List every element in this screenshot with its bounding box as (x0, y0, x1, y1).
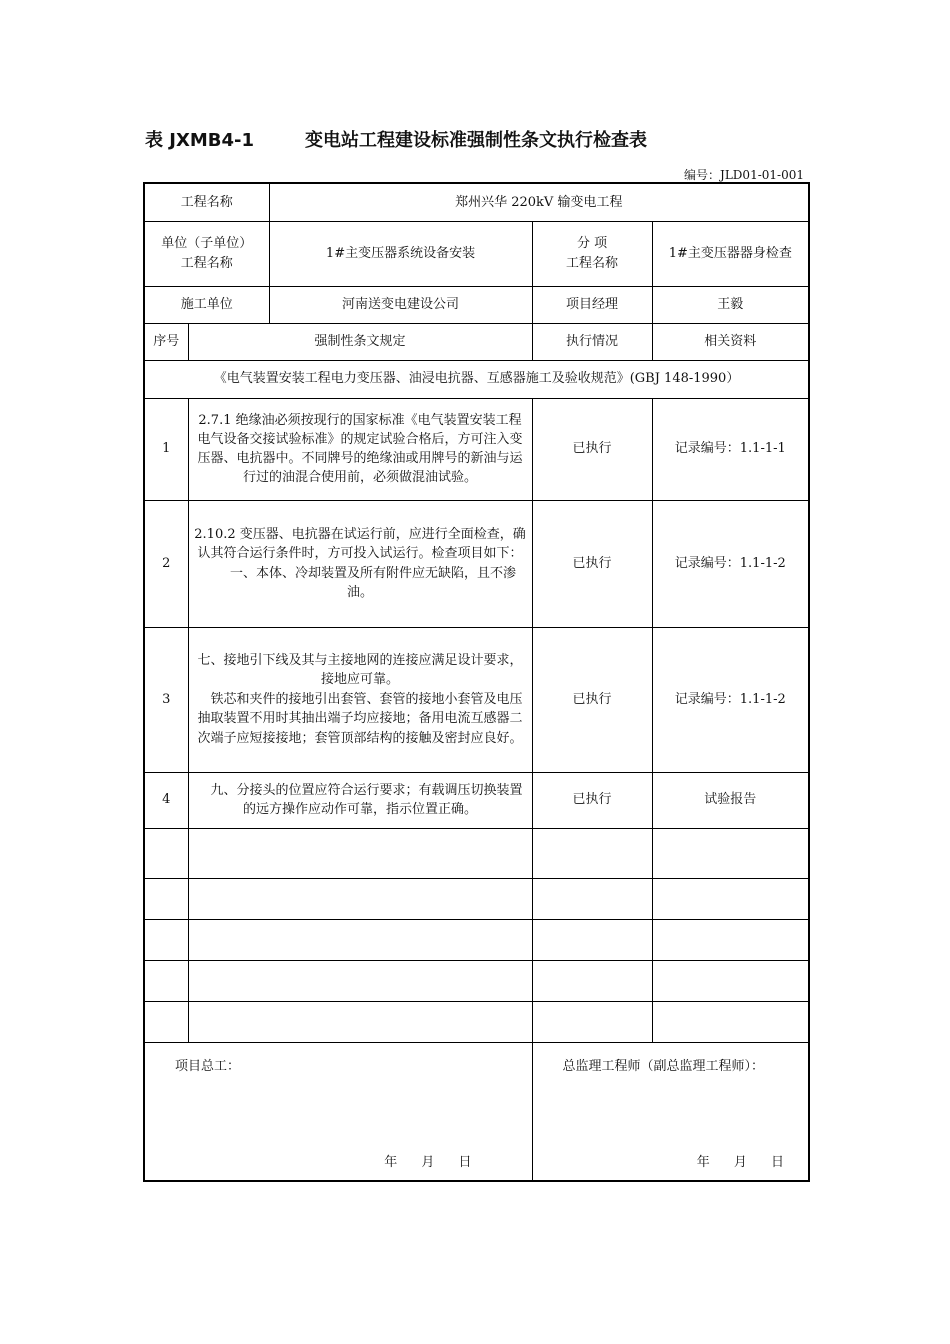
status-header: 执行情况 (532, 323, 652, 360)
form-title (145, 126, 647, 152)
manager-label: 项目经理 (532, 286, 652, 323)
empty-cell (188, 828, 532, 878)
empty-row (144, 960, 809, 1001)
page-title: 变电站工程建设标准强制性条文执行检查表 (305, 130, 647, 151)
manager-value: 王毅 (652, 286, 809, 323)
clause-cell (188, 627, 532, 772)
clause-cell (188, 500, 532, 627)
clause-text: 七、接地引下线及其与主接地网的连接应满足设计要求，接地应可靠。 (197, 652, 523, 688)
row-number: 1 (144, 398, 188, 500)
unit-row (144, 221, 809, 286)
standard-row (144, 360, 809, 398)
empty-cell (652, 1001, 809, 1042)
row-number: 2 (144, 500, 188, 627)
inspection-table (143, 182, 810, 1182)
empty-cell (652, 919, 809, 960)
sub-item-label-line1: 分 项 (576, 236, 608, 251)
row-reference: 试验报告 (652, 772, 809, 828)
sub-item-label (532, 221, 652, 286)
clause-text: 九、分接头的位置应符合运行要求；有载调压切换装置的远方操作应动作可靠，指示位置正确。 (188, 772, 532, 828)
empty-cell (144, 878, 188, 919)
empty-cell (652, 960, 809, 1001)
signature-row (144, 1042, 809, 1181)
row-number: 4 (144, 772, 188, 828)
project-engineer-label: 项目总工： (175, 1058, 241, 1074)
unit-label (144, 221, 269, 286)
empty-cell (532, 878, 652, 919)
empty-cell (532, 828, 652, 878)
clause-text: 2.10.2 变压器、电抗器在试运行前，应进行全面检查，确认其符合运行条件时，方可投入试运行。检查项目如下： (194, 526, 526, 561)
chief-supervisor-date: 年 月 日 (696, 1154, 785, 1170)
empty-cell (188, 1001, 532, 1042)
document-code: 编号：JLD01-01-001 (684, 168, 804, 182)
empty-row (144, 919, 809, 960)
row-status: 已执行 (532, 772, 652, 828)
empty-cell (652, 828, 809, 878)
sub-item-label-line2: 工程名称 (566, 255, 619, 271)
empty-cell (532, 960, 652, 1001)
empty-cell (532, 1001, 652, 1042)
project-name-value: 郑州兴华 220kV 输变电工程 (269, 183, 809, 221)
row-reference: 记录编号：1.1-1-2 (652, 627, 809, 772)
row-status: 已执行 (532, 398, 652, 500)
row-status: 已执行 (532, 500, 652, 627)
project-name-label: 工程名称 (144, 183, 269, 221)
table-row (144, 398, 809, 500)
clause-subitem: 铁芯和夹件的接地引出套管、套管的接地小套管及电压抽取装置不用时其抽出端子均应接地；备用电流互感器二次端子应短接接地；套管顶部结构的接触及密封应良好。 (197, 691, 523, 746)
row-reference: 记录编号：1.1-1-2 (652, 500, 809, 627)
project-name-row (144, 183, 809, 221)
table-row (144, 500, 809, 627)
empty-row (144, 878, 809, 919)
empty-cell (144, 828, 188, 878)
unit-label-line1: 单位（子单位） (161, 236, 253, 251)
seq-header: 序号 (144, 323, 188, 360)
empty-cell (188, 960, 532, 1001)
unit-label-line2: 工程名称 (180, 255, 233, 271)
column-header-row (144, 323, 809, 360)
empty-cell (144, 960, 188, 1001)
chief-supervisor-label: 总监理工程师（副总监理工程师）： (562, 1058, 765, 1074)
reference-header: 相关资料 (652, 323, 809, 360)
contractor-label: 施工单位 (144, 286, 269, 323)
empty-cell (188, 919, 532, 960)
empty-cell (532, 919, 652, 960)
clause-header: 强制性条文规定 (188, 323, 532, 360)
contractor-row (144, 286, 809, 323)
empty-cell (144, 1001, 188, 1042)
table-row (144, 772, 809, 828)
chief-supervisor-signature (532, 1042, 809, 1181)
clause-text: 2.7.1 绝缘油必须按现行的国家标准《电气装置安装工程 电气设备交接试验标准》的规定试验合格后，方可注入变压器、电抗器中。不同牌号的绝缘油或用牌号的新油与运行过的油混合使用前，必须做混油试验。 (188, 398, 532, 500)
empty-cell (144, 919, 188, 960)
table-row (144, 627, 809, 772)
row-status: 已执行 (532, 627, 652, 772)
sub-item-value: 1#主变压器器身检查 (652, 221, 809, 286)
standard-title: 《电气装置安装工程电力变压器、油浸电抗器、互感器施工及验收规范》(GBJ 148-1990） (144, 360, 809, 398)
empty-row (144, 1001, 809, 1042)
empty-cell (652, 878, 809, 919)
table-number: 表 JXMB4-1 (145, 130, 254, 151)
contractor-value: 河南送变电建设公司 (269, 286, 532, 323)
unit-value: 1#主变压器系统设备安装 (269, 221, 532, 286)
empty-row (144, 828, 809, 878)
row-number: 3 (144, 627, 188, 772)
empty-cell (188, 878, 532, 919)
project-engineer-date: 年 月 日 (384, 1154, 472, 1170)
project-engineer-signature (144, 1042, 532, 1181)
row-reference: 记录编号：1.1-1-1 (652, 398, 809, 500)
clause-subitem: 一、本体、冷却装置及所有附件应无缺陷，且不渗油。 (230, 565, 517, 600)
